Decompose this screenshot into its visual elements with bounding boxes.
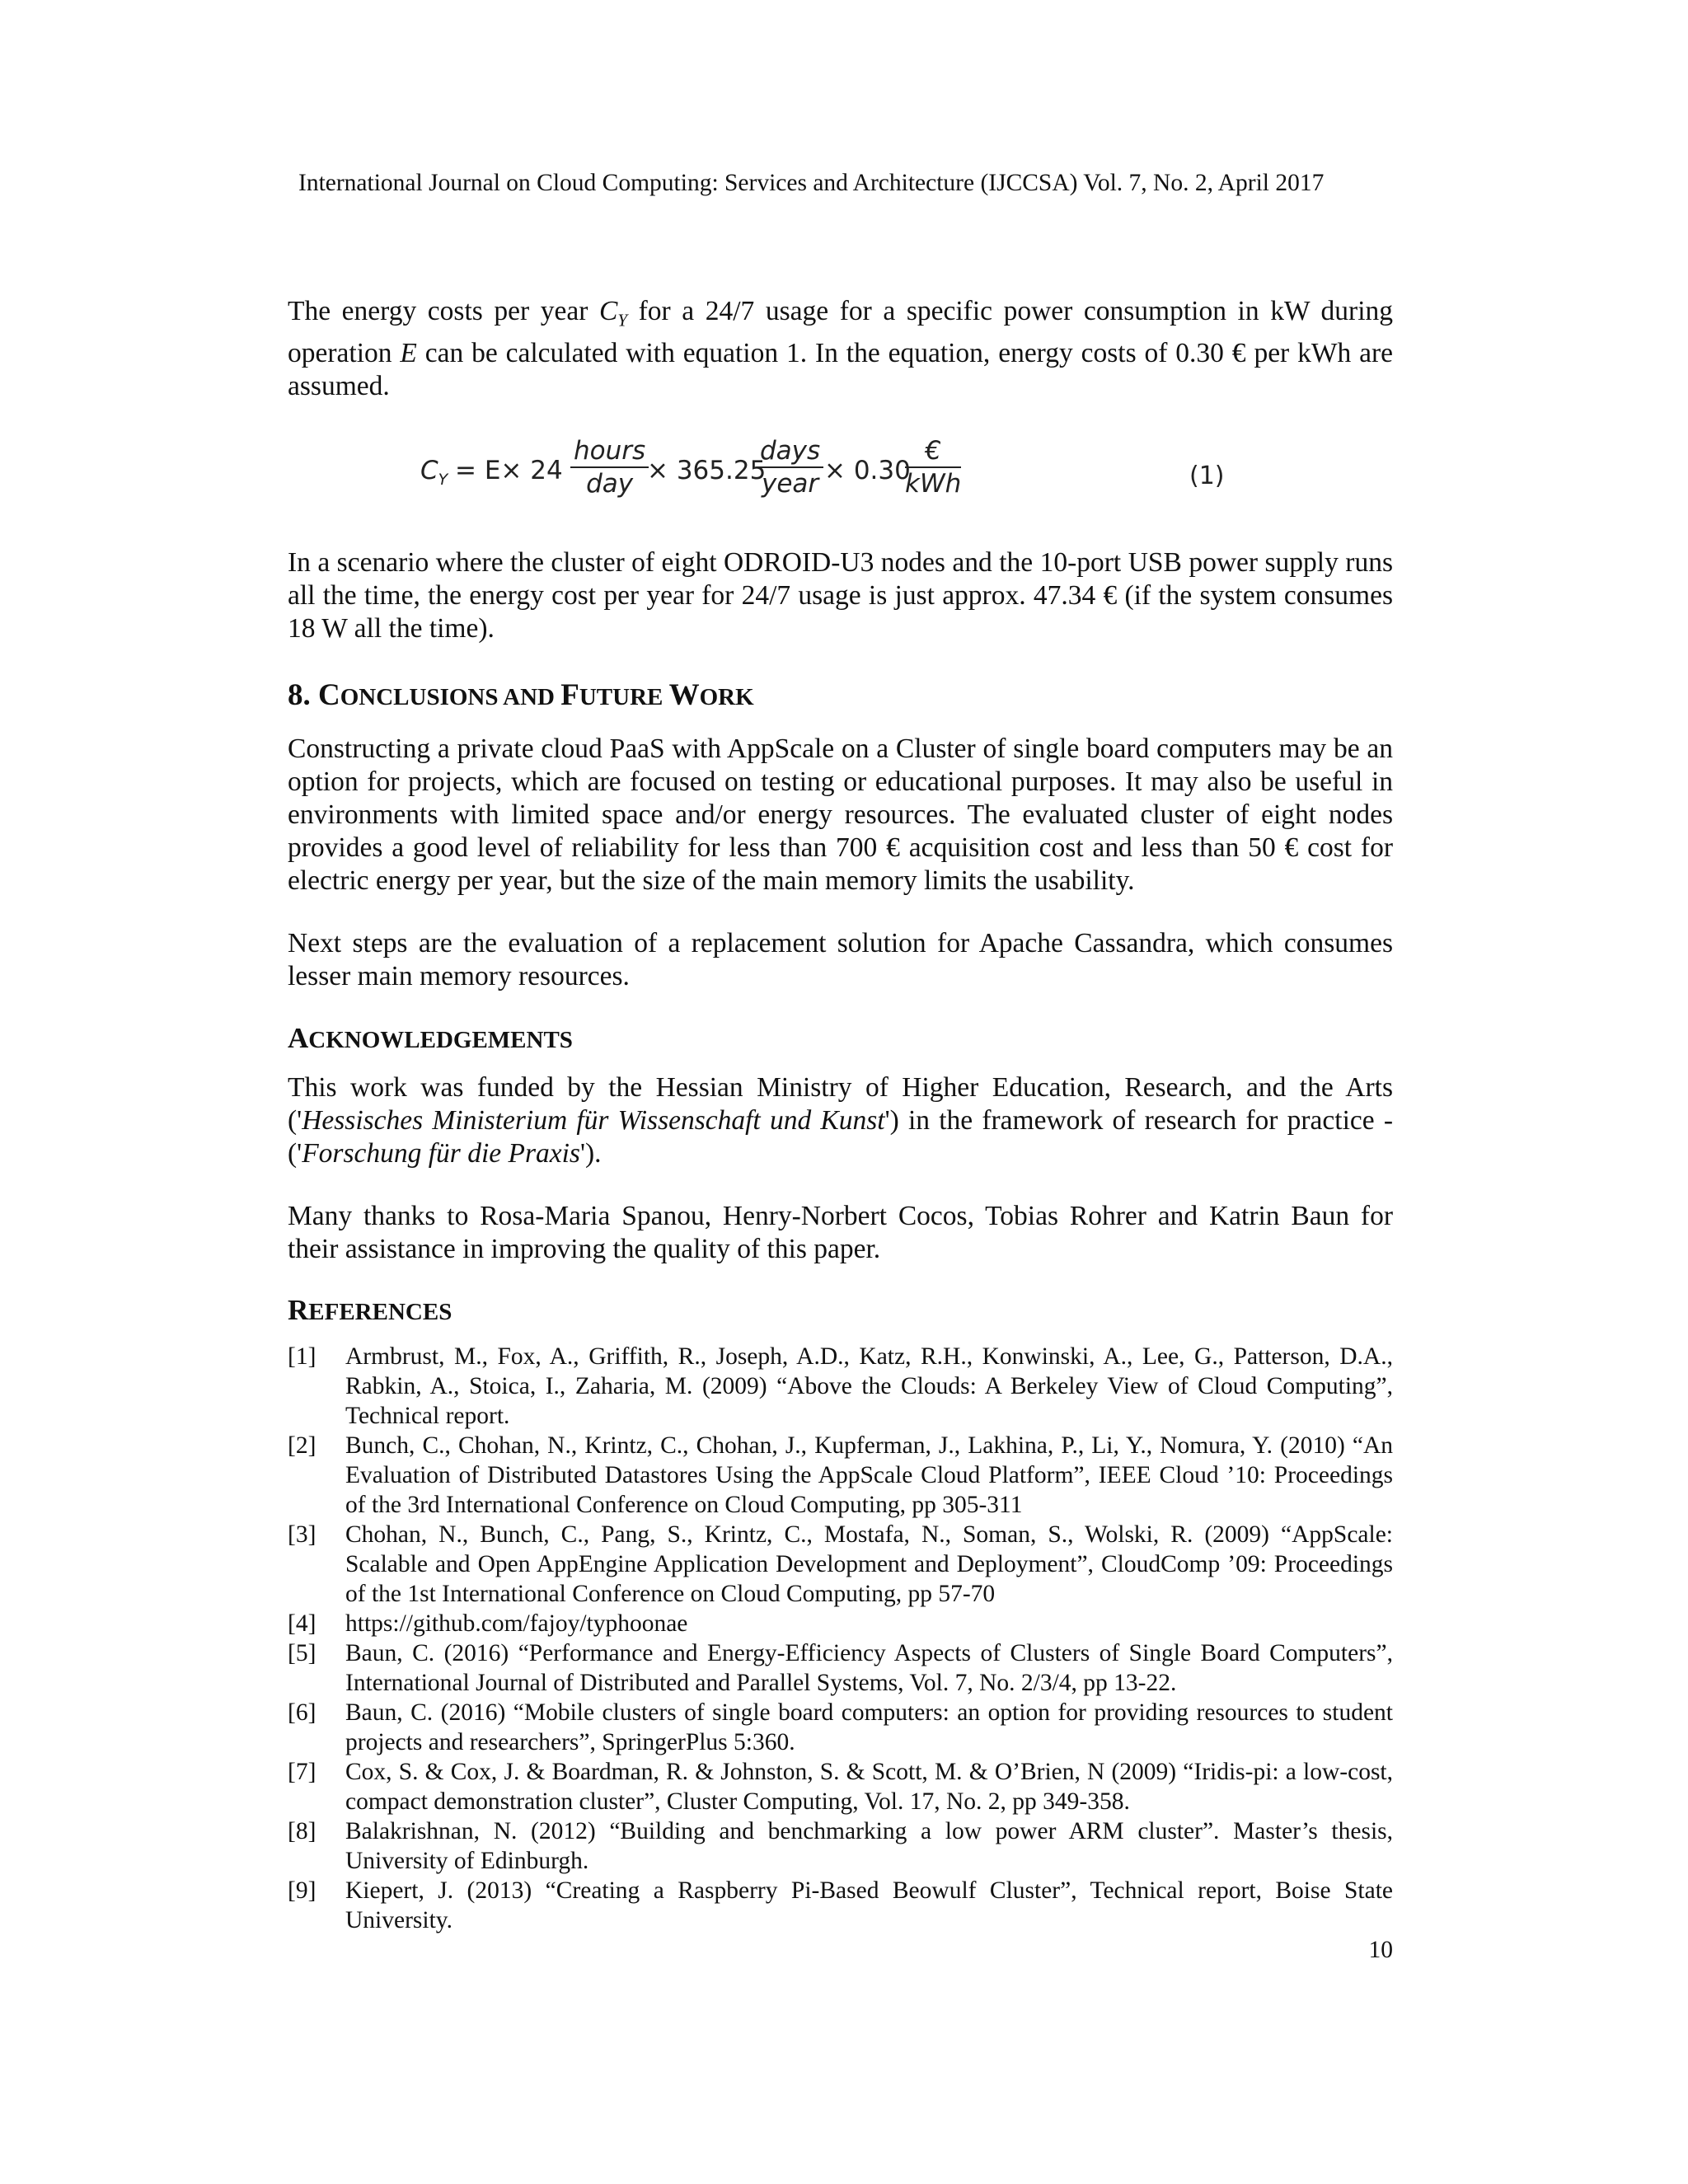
eq-part-1: = E× 24 xyxy=(455,456,563,485)
var-cy: $C_Y$ xyxy=(598,296,628,330)
intro-text-3: can be calculated with equation 1. In the equation, energy costs of 0.30 € per kWh are assumed. xyxy=(288,337,1394,401)
conclusions-paragraph-2: Next steps are the evaluation of a replacement solution for Apache Cassandra, which consumes lesser main memory resources. xyxy=(288,928,1393,991)
eq-lhs: $C_Y$ xyxy=(420,456,448,490)
running-header: International Journal on Cloud Computing: Services and Architecture (IJCCSA) Vol. 7, No. 2, April 2017 xyxy=(298,170,1325,196)
acknowledgements-paragraph-1: This work was funded by the Hessian Ministry of Higher Education, Research, and the Arts ('Hessisches Ministerium für Wissenschaft und Kunst') in the framework of research for practice - ('Forschung für die Praxis'). xyxy=(288,1072,1394,1169)
reference-item: [4] https://github.com/fajoy/typhoonae xyxy=(288,1609,1393,1638)
eq-fraction-hours-day: hours day xyxy=(570,437,649,498)
eq-fraction-days-year: days year xyxy=(757,437,823,498)
reference-item: [8] Balakrishnan, N. (2012) “Building and benchmarking a low power ARM cluster”. Master’s thesis, University of Edinburgh. xyxy=(288,1818,1393,1874)
eq-part-3: × 0.30 xyxy=(824,456,911,485)
section-heading-conclusions: 8. CONCLUSIONS AND FUTURE WORK xyxy=(288,678,754,712)
reference-item: [2] Bunch, C., Chohan, N., Krintz, C., Chohan, J., Kupferman, J., Lakhina, P., Li, Y., Nomura, Y. (2010) “An Evaluation of Distributed Datastores Using the AppScale Cloud Platform”, IEEE Cloud ’10: Proceedings of the 3rd International Conference on Cloud Computing, pp 305-311 xyxy=(288,1432,1393,1518)
reference-item: [9] Kiepert, J. (2013) “Creating a Raspberry Pi-Based Beowulf Cluster”, Technical report, Boise State University. xyxy=(288,1877,1393,1933)
reference-item: [1] Armbrust, M., Fox, A., Griffith, R., Joseph, A.D., Katz, R.H., Konwinski, A., Lee, G., Patterson, D.A., Rabkin, A., Stoica, I., Zaharia, M. (2009) “Above the Clouds: A Berkeley View of Cloud Computing”, Technical report. xyxy=(288,1343,1393,1429)
reference-item: [6] Baun, C. (2016) “Mobile clusters of single board computers: an option for providing resources to student projects and researchers”, SpringerPlus 5:360. xyxy=(288,1699,1393,1755)
page-number: 10 xyxy=(1368,1937,1393,1963)
var-e: E xyxy=(400,337,417,368)
acknowledgements-heading: ACKNOWLEDGEMENTS xyxy=(288,1022,573,1054)
reference-list xyxy=(288,1342,1393,1935)
reference-item: [5] Baun, C. (2016) “Performance and Energy-Efficiency Aspects of Clusters of Single Board Computers”, International Journal of Distributed and Parallel Systems, Vol. 7, No. 2/3/4, pp 13-22. xyxy=(288,1640,1393,1696)
acknowledgements-paragraph-2: Many thanks to Rosa-Maria Spanou, Henry-Norbert Cocos, Tobias Rohrer and Katrin Baun for their assistance in improving the quality of this paper. xyxy=(288,1201,1393,1264)
intro-text-1: The energy costs per year xyxy=(288,296,599,326)
references-heading: REFERENCES xyxy=(288,1294,452,1326)
conclusions-paragraph-1: Constructing a private cloud PaaS with AppScale on a Cluster of single board computers may be an option for projects, which are focused on testing or educational purposes. It may also be useful in environments with limited space and/or energy resources. The evaluated cluster of eight nodes provides a good level of reliability for less than 700 € acquisition cost and less than 50 € cost for electric energy per year, but the size of the main memory limits the usability. xyxy=(288,733,1393,896)
equation-number: (1) xyxy=(1189,462,1225,490)
equation-1 xyxy=(420,433,1245,515)
reference-item: [3] Chohan, N., Bunch, C., Pang, S., Krintz, C., Mostafa, N., Soman, S., Wolski, R. (2009) “AppScale: Scalable and Open AppEngine Application Development and Deployment”, CloudComp ’09: Proceedings of the 1st International Conference on Cloud Computing, pp 57-70 xyxy=(288,1521,1393,1607)
intro-text-2: for a 24/7 usage for a specific power consumption in kW during operation xyxy=(288,296,1394,368)
reference-link[interactable]: https://github.com/fajoy/typhoonae xyxy=(345,1610,688,1637)
reference-item: [7] Cox, S. & Cox, J. & Boardman, R. & Johnston, S. & Scott, M. & O’Brien, N (2009) “Iridis-pi: a low-cost, compact demonstration cluster”, Cluster Computing, Vol. 17, No. 2, pp 349-358. xyxy=(288,1759,1393,1815)
scenario-paragraph: In a scenario where the cluster of eight ODROID-U3 nodes and the 10-port USB power supply runs all the time, the energy cost per year for 24/7 usage is just approx. 47.34 € (if the system consumes 18 W all the time). xyxy=(288,547,1393,644)
eq-fraction-euro-kwh: € kWh xyxy=(905,436,962,499)
eq-part-2: × 365.25 xyxy=(647,456,767,485)
intro-paragraph xyxy=(288,295,1393,403)
